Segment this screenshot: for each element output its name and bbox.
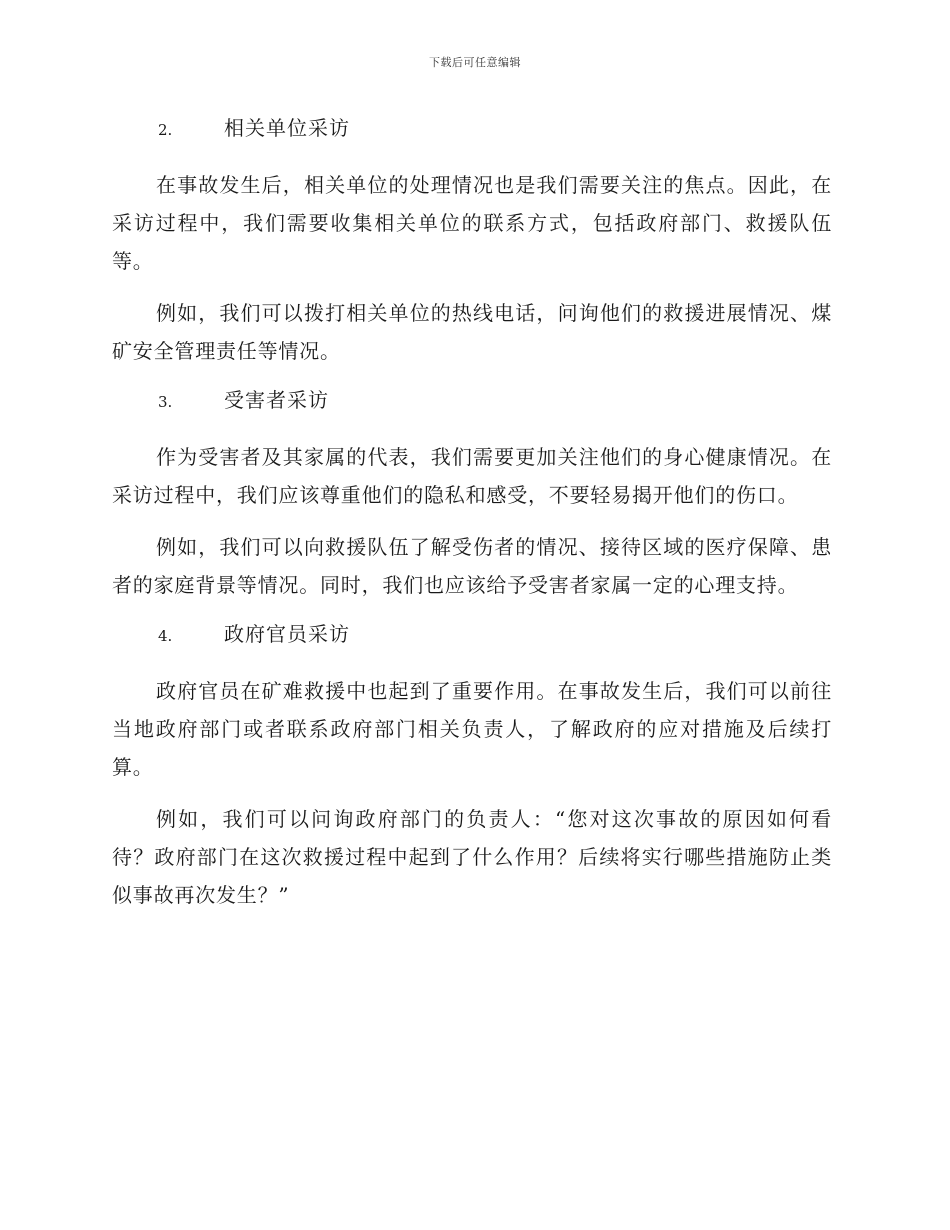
header-note: 下载后可任意编辑 — [429, 56, 521, 69]
section-title: 受害者采访 — [224, 388, 329, 412]
section-3 — [112, 384, 832, 604]
section-number: 4. — [158, 627, 173, 645]
section-heading — [112, 384, 832, 420]
section-number: 2. — [158, 121, 173, 139]
section-title: 相关单位采访 — [224, 116, 350, 140]
section-number: 3. — [158, 393, 173, 411]
paragraph: 作为受害者及其家属的代表，我们需要更加关注他们的身心健康情况。在采访过程中，我们应该尊重他们的隐私和感受，不要轻易揭开他们的伤口。 — [112, 445, 832, 507]
paragraph: 例如，我们可以拨打相关单位的热线电话，问询他们的救援进展情况、煤矿安全管理责任等情况。 — [112, 301, 832, 363]
section-title: 政府官员采访 — [224, 622, 350, 646]
paragraph: 在事故发生后，相关单位的处理情况也是我们需要关注的焦点。因此，在采访过程中，我们需要收集相关单位的联系方式，包括政府部门、救援队伍等。 — [112, 173, 832, 273]
section-heading — [112, 618, 832, 654]
paragraph: 例如，我们可以问询政府部门的负责人：“您对这次事故的原因如何看待？政府部门在这次救援过程中起到了什么作用？后续将实行哪些措施防止类似事故再次发生？” — [112, 807, 832, 907]
section-heading — [112, 112, 832, 148]
document-body — [112, 112, 832, 928]
paragraph: 例如，我们可以向救援队伍了解受伤者的情况、接待区域的医疗保障、患者的家庭背景等情况。同时，我们也应该给予受害者家属一定的心理支持。 — [112, 535, 832, 597]
section-4 — [112, 618, 832, 914]
paragraph: 政府官员在矿难救援中也起到了重要作用。在事故发生后，我们可以前往当地政府部门或者联系政府部门相关负责人，了解政府的应对措施及后续打算。 — [112, 679, 832, 779]
section-2 — [112, 112, 832, 370]
